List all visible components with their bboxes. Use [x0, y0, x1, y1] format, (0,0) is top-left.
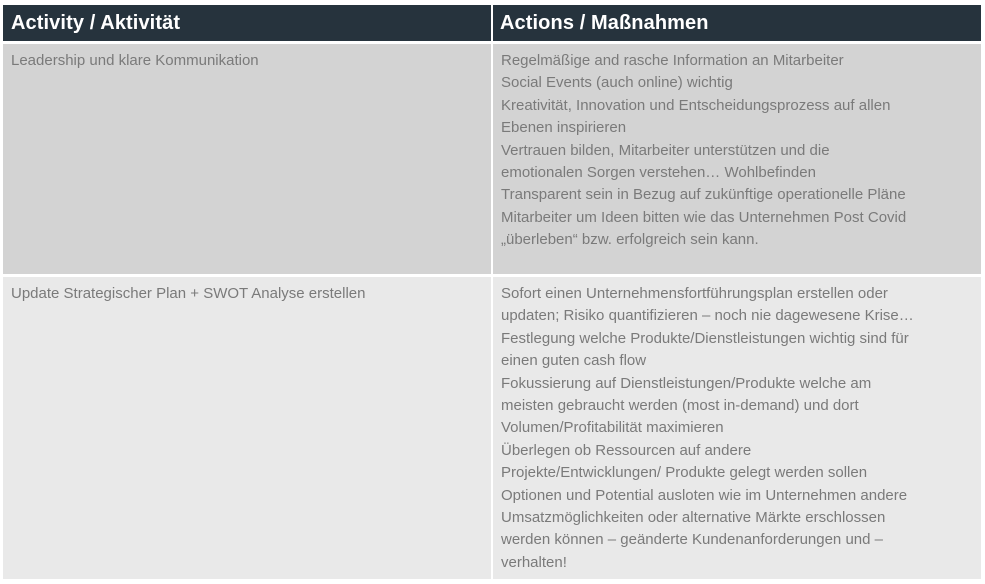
action-line: Sofort einen Unternehmensfortführungsplan erstellen oder: [501, 285, 888, 302]
action-line: „überleben“ bzw. erfolgreich sein kann.: [501, 231, 759, 249]
activity-cell: Update Strategischer Plan + SWOT Analyse erstellen: [11, 285, 366, 302]
action-line: Transparent sein in Bezug auf zukünftige operationelle Pläne: [501, 186, 906, 204]
action-line: Vertrauen bilden, Mitarbeiter unterstützen und die: [501, 141, 830, 159]
table-row: [3, 277, 981, 579]
action-line: Volumen/Profitabilität maximieren: [501, 419, 724, 437]
header-activity: Activity / Aktivität: [11, 12, 181, 34]
column-divider: [491, 44, 493, 274]
action-line: Kreativität, Innovation und Entscheidungsprozess auf allen: [501, 96, 891, 114]
header-actions: Actions / Maßnahmen: [500, 12, 709, 34]
action-line: updaten; Risiko quantifizieren – noch nie dagewesene Krise…: [501, 307, 914, 325]
action-line: werden können – geänderte Kundenanforderungen und –: [501, 531, 883, 549]
action-line: Festlegung welche Produkte/Dienstleistungen wichtig sind für: [501, 329, 909, 347]
column-divider: [491, 277, 493, 579]
table-header: [3, 5, 981, 41]
action-line: Social Events (auch online) wichtig: [501, 74, 733, 92]
actions-cell: [501, 50, 977, 252]
action-line: Mitarbeiter um Ideen bitten wie das Unternehmen Post Covid: [501, 208, 907, 226]
table-row: [3, 44, 981, 274]
activity-cell: Leadership und klare Kommunikation: [11, 52, 259, 69]
actions-cell: [501, 283, 977, 574]
action-line: Ebenen inspirieren: [501, 119, 627, 137]
action-line: Umsatzmöglichkeiten oder alternative Märkte erschlossen: [501, 509, 886, 527]
action-line: Fokussierung auf Dienstleistungen/Produkte welche am: [501, 374, 872, 392]
action-line: meisten gebraucht werden (most in-demand) und dort: [501, 397, 859, 415]
activity-actions-table: [3, 5, 981, 579]
action-line: Projekte/Entwicklungen/ Produkte gelegt werden sollen: [501, 464, 868, 482]
action-line: Überlegen ob Ressourcen auf andere: [501, 441, 752, 459]
action-line: einen guten cash flow: [501, 352, 647, 370]
action-line: Regelmäßige and rasche Information an Mitarbeiter: [501, 52, 844, 69]
action-line: verhalten!: [501, 553, 567, 571]
action-line: emotionalen Sorgen verstehen… Wohlbefinden: [501, 164, 816, 182]
action-line: Optionen und Potential ausloten wie im Unternehmen andere: [501, 486, 908, 504]
header-divider: [491, 5, 493, 41]
